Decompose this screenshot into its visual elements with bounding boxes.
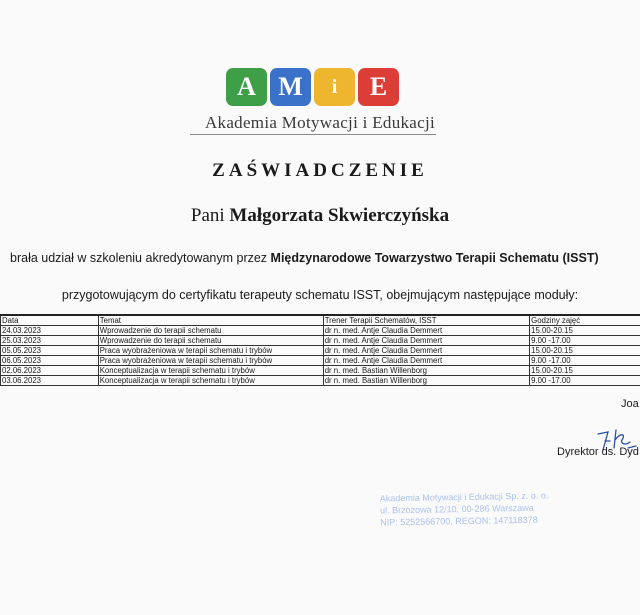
modules-table xyxy=(0,314,640,386)
participation-statement xyxy=(10,251,630,265)
cell-date: 24.03.2023 xyxy=(1,326,99,336)
recipient-line xyxy=(0,205,640,227)
cell-hours: 9.00 -17.00 xyxy=(530,356,640,366)
cell-hours: 9.00 -17.00 xyxy=(530,336,640,346)
stamp-line-ids: NIP: 5252566700, REGON: 147118378 xyxy=(380,514,538,528)
recipient-name: Małgorzata Skwierczyńska xyxy=(229,205,450,226)
logo-tile-i: i xyxy=(314,68,355,106)
table-row xyxy=(1,376,640,386)
header-hours: Godziny zajęć xyxy=(530,315,640,326)
cell-topic: Praca wyobrażeniowa w terapii schematu i trybów xyxy=(98,356,323,366)
modules-intro: przygotowującym do certyfikatu terapeuty schematu ISST, obejmującym następujące moduły: xyxy=(61,288,579,302)
academy-underline xyxy=(190,134,436,135)
cell-date: 05.05.2023 xyxy=(1,346,99,356)
table-row xyxy=(1,336,640,346)
header-topic: Temat xyxy=(98,315,323,326)
cell-trainer: dr n. med. Antje Claudia Demmert xyxy=(323,356,529,366)
signer-role: Dyrektor ds. Dyd xyxy=(557,446,639,458)
cell-hours: 15.00-20.15 xyxy=(530,326,640,336)
cell-hours: 15.00-20.15 xyxy=(530,366,640,376)
table-row xyxy=(1,346,640,356)
statement-prefix: brała udział w szkoleniu akredytowanym przez xyxy=(10,251,268,265)
header-date: Data xyxy=(1,315,99,326)
salutation: Pani xyxy=(190,205,225,226)
cell-topic: Konceptualizacja w terapii schematu i trybów xyxy=(98,376,323,386)
logo-tile-e: E xyxy=(358,68,399,106)
header-trainer: Trener Terapii Schematów, ISST xyxy=(323,315,529,326)
cell-trainer: dr n. med. Bastian Willenborg xyxy=(323,376,529,386)
logo-tile-m: M xyxy=(270,68,311,106)
amie-logo xyxy=(226,68,399,106)
cell-topic: Konceptualizacja w terapii schematu i trybów xyxy=(98,366,323,376)
cell-date: 25.03.2023 xyxy=(1,336,99,346)
document-title: ZAŚWIADCZENIE xyxy=(212,160,428,181)
signer-name: Joa xyxy=(621,398,639,410)
organization-name: Międzynarodowe Towarzystwo Terapii Schematu (ISST) xyxy=(270,251,599,265)
logo-tile-a: A xyxy=(226,68,267,106)
stamp-line-address: ul. Brzozowa 12/10, 00-286 Warszawa xyxy=(379,502,534,516)
table-row xyxy=(1,366,640,376)
cell-hours: 15.00-20.15 xyxy=(530,346,640,356)
cell-date: 03.06.2023 xyxy=(1,376,99,386)
cell-topic: Wprowadzenie do terapii schematu xyxy=(98,326,323,336)
cell-topic: Praca wyobrażeniowa w terapii schematu i trybów xyxy=(98,346,323,356)
table-row xyxy=(1,356,640,366)
table-header-row xyxy=(1,315,640,326)
academy-name: Akademia Motywacji i Edukacji xyxy=(204,113,436,132)
cell-hours: 9.00 -17.00 xyxy=(530,376,640,386)
cell-trainer: dr n. med. Antje Claudia Demmert xyxy=(323,326,529,336)
stamp-line-company: Akademia Motywacji i Edukacji Sp. z. o. o. xyxy=(379,490,549,504)
cell-trainer: dr n. med. Antje Claudia Demmert xyxy=(323,336,529,346)
company-stamp xyxy=(380,490,549,529)
cell-date: 02.06.2023 xyxy=(1,366,99,376)
cell-date: 06.05.2023 xyxy=(1,356,99,366)
table-row xyxy=(1,326,640,336)
cell-trainer: dr n. med. Bastian Willenborg xyxy=(323,366,529,376)
cell-topic: Wprowadzenie do terapii schematu xyxy=(98,336,323,346)
cell-trainer: dr n. med. Antje Claudia Demmert xyxy=(323,346,529,356)
